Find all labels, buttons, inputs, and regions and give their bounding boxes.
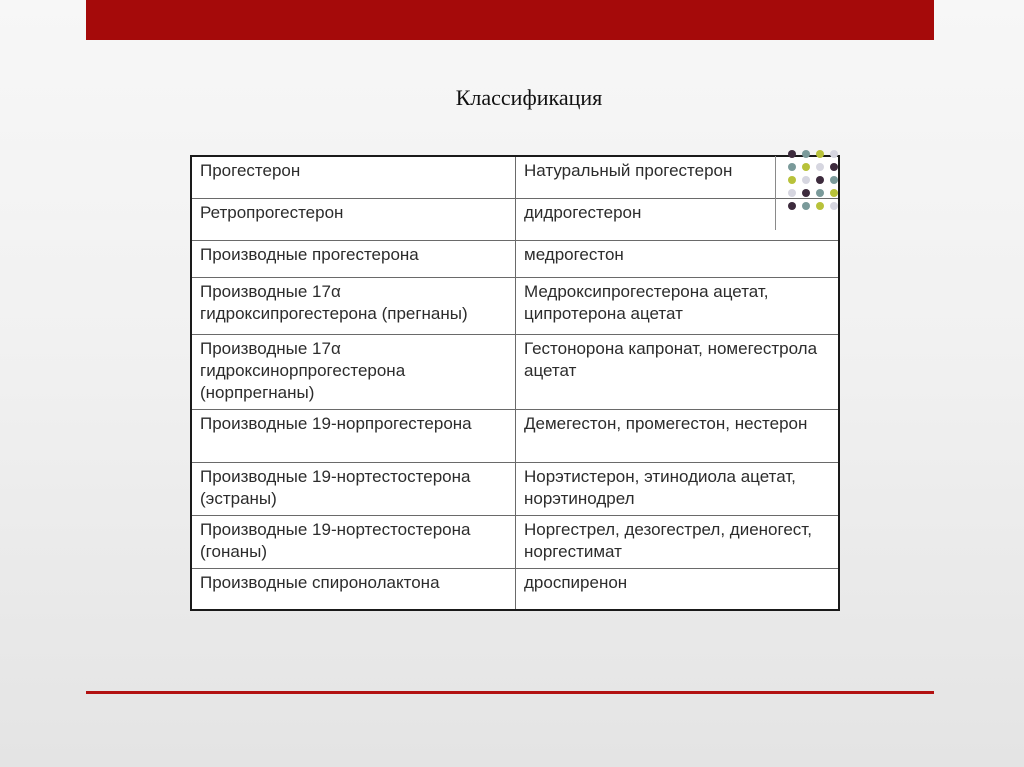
decorative-dot (816, 176, 824, 184)
table-row (192, 409, 838, 462)
table-row (192, 515, 838, 568)
decorative-dot (788, 202, 796, 210)
group-cell: Производные 19-нортестостерона (эстраны) (192, 462, 516, 515)
table-row (192, 277, 838, 334)
decorative-dot (830, 176, 838, 184)
drug-cell: Натуральный прогестерон (516, 157, 839, 198)
decorative-dot (802, 176, 810, 184)
decorative-dot-grid (788, 150, 844, 214)
decorative-dot (788, 176, 796, 184)
drug-cell: Демегестон, промегестон, нестерон (516, 409, 839, 462)
drug-cell: Норэтистерон, этинодиола ацетат, норэтинодрел (516, 462, 839, 515)
drug-cell: дроспиренон (516, 568, 839, 609)
decorative-dot (816, 189, 824, 197)
group-cell: Производные прогестерона (192, 240, 516, 277)
group-cell: Прогестерон (192, 157, 516, 198)
group-cell: Производные 19-норпрогестерона (192, 409, 516, 462)
decorative-dot (830, 163, 838, 171)
decorative-dot (816, 163, 824, 171)
classification-table (190, 155, 840, 611)
table-row (192, 240, 838, 277)
decorative-dot (816, 150, 824, 158)
decorative-dot (788, 150, 796, 158)
decorative-dot (788, 163, 796, 171)
decorative-dot (816, 202, 824, 210)
group-cell: Производные 19-нортестостерона (гонаны) (192, 515, 516, 568)
decorative-dot (788, 189, 796, 197)
decorative-dot (802, 202, 810, 210)
group-cell: Производные спиронолактона (192, 568, 516, 609)
group-cell: Производные 17α гидроксинорпрогестерона (норпрегнаны) (192, 334, 516, 409)
slide-title: Классификация (455, 85, 603, 110)
drug-cell: дидрогестерон (516, 198, 839, 240)
table-row (192, 198, 838, 240)
decorative-dot (802, 150, 810, 158)
top-accent-bar (86, 0, 934, 40)
decorative-dot (802, 189, 810, 197)
drug-cell: Норгестрел, дезогестрел, диеногест, норгестимат (516, 515, 839, 568)
group-cell: Ретропрогестерон (192, 198, 516, 240)
table-row (192, 462, 838, 515)
group-cell: Производные 17α гидроксипрогестерона (прегнаны) (192, 277, 516, 334)
decorative-dot (830, 202, 838, 210)
drug-cell: Гестонорона капронат, номегестрола ацетат (516, 334, 839, 409)
table-row (192, 568, 838, 609)
drug-cell: медрогестон (516, 240, 839, 277)
decorative-divider (775, 156, 776, 230)
decorative-dot (830, 189, 838, 197)
decorative-dot (802, 163, 810, 171)
bottom-accent-rule (86, 691, 934, 694)
decorative-dot (830, 150, 838, 158)
table-row (192, 157, 838, 198)
drug-cell: Медроксипрогестерона ацетат, ципротерона ацетат (516, 277, 839, 334)
table-row (192, 334, 838, 409)
